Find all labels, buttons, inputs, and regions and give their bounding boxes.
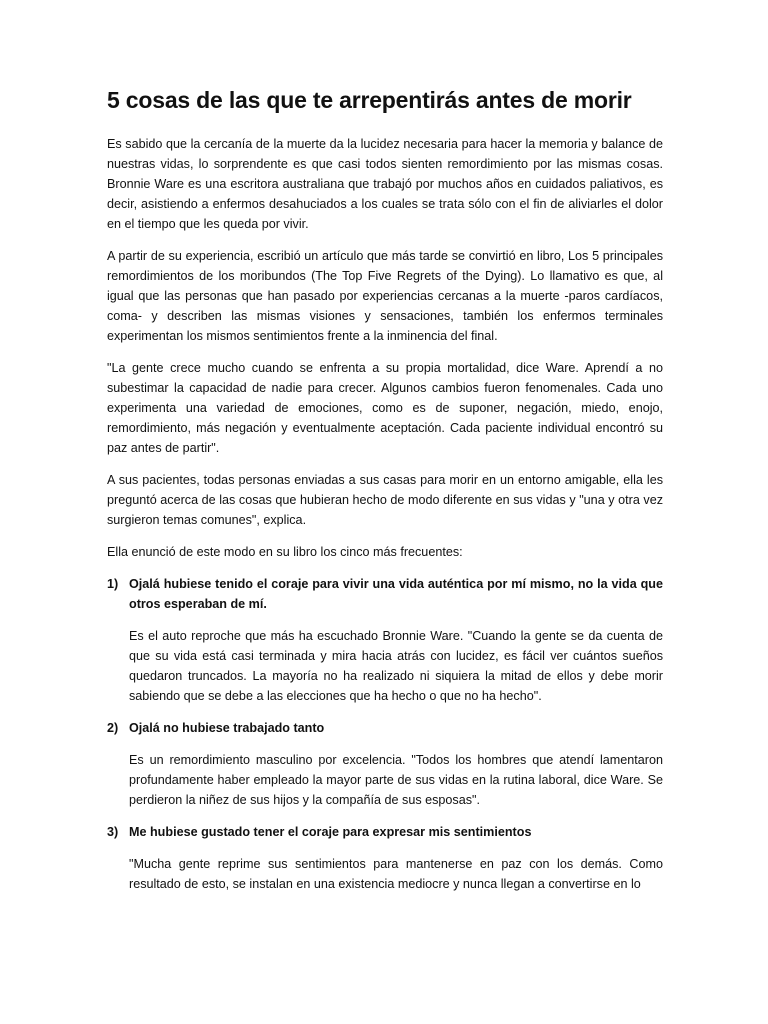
list-item-number: 2) [107,720,119,735]
document-page [107,86,663,906]
list-item-number: 1) [107,576,119,591]
paragraph-experience: A partir de su experiencia, escribió un artículo que más tarde se convirtió en libro, Los 5 principales remordimientos de los moribundos (The Top Five Regrets of the Dying). Lo llamativo es que, al igual que las personas que han pasado por experiencias cercanas a la muerte -paros cardíacos, coma- y describen las mismas visiones y sensaciones, también los enfermos terminales experimentan los mismos sentimientos frente a la inminencia del final. [107,248,663,343]
list-item-heading-text: Ojalá no hubiese trabajado tanto [129,720,325,735]
paragraph-quote: "La gente crece mucho cuando se enfrenta a su propia mortalidad, dice Ware. Aprendí a no subestimar la capacidad de nadie para crecer. Algunos cambios fueron fenomenales. Cada uno experimenta una variedad de emociones, como es de suponer, negación, miedo, enojo, remordimiento, más negación y eventualmente aceptación. Cada paciente individual encontró su paz antes de partir". [107,360,663,455]
paragraph-list-intro: Ella enunció de este modo en su libro los cinco más frecuentes: [107,544,463,559]
list-item-heading-text: Me hubiese gustado tener el coraje para expresar mis sentimientos [129,824,532,839]
paragraph-intro: Es sabido que la cercanía de la muerte da la lucidez necesaria para hacer la memoria y balance de nuestras vidas, lo sorprendente es que casi todos sienten remordimiento por las mismas cosas. Bronnie Ware es una escritora australiana que trabajó por muchos años en cuidados paliativos, es decir, asistiendo a enfermos desahuciados a los cuales se trata sólo con el fin de aliviarles el dolor en el tiempo que les queda por vivir. [107,136,663,231]
list-item-heading [107,822,663,842]
list-item-body: Es el auto reproche que más ha escuchado Bronnie Ware. "Cuando la gente se da cuenta de que su vida está casi terminada y mira hacia atrás con lucidez, es fácil ver cuántos sueños quedaron truncados. La mayoría no ha realizado ni siquiera la mitad de ellos y debe morir sabiendo que se debe a las elecciones que ha hecho o que no ha hecho". [129,628,663,703]
list-item-heading [107,574,663,614]
paragraph-patients: A sus pacientes, todas personas enviadas a sus casas para morir en un entorno amigable, ella les preguntó acerca de las cosas que hubieran hecho de modo diferente en sus vidas y "una y otra vez surgieron temas comunes", explica. [107,472,663,527]
list-item-heading-text: Ojalá hubiese tenido el coraje para vivir una vida auténtica por mí mismo, no la vida que otros esperaban de mí. [129,576,663,611]
list-item-body: "Mucha gente reprime sus sentimientos para mantenerse en paz con los demás. Como resultado de esto, se instalan en una existencia mediocre y nunca llegan a convertirse en lo [129,856,663,891]
document-title: 5 cosas de las que te arrepentirás antes de morir [107,87,632,113]
list-item-heading [107,718,663,738]
list-item-number: 3) [107,824,119,839]
list-item-body: Es un remordimiento masculino por excelencia. "Todos los hombres que atendí lamentaron profundamente haber empleado la mayor parte de sus vidas en la rutina laboral, dice Ware. Se perdieron la niñez de sus hijos y la compañía de sus esposas". [129,752,663,807]
